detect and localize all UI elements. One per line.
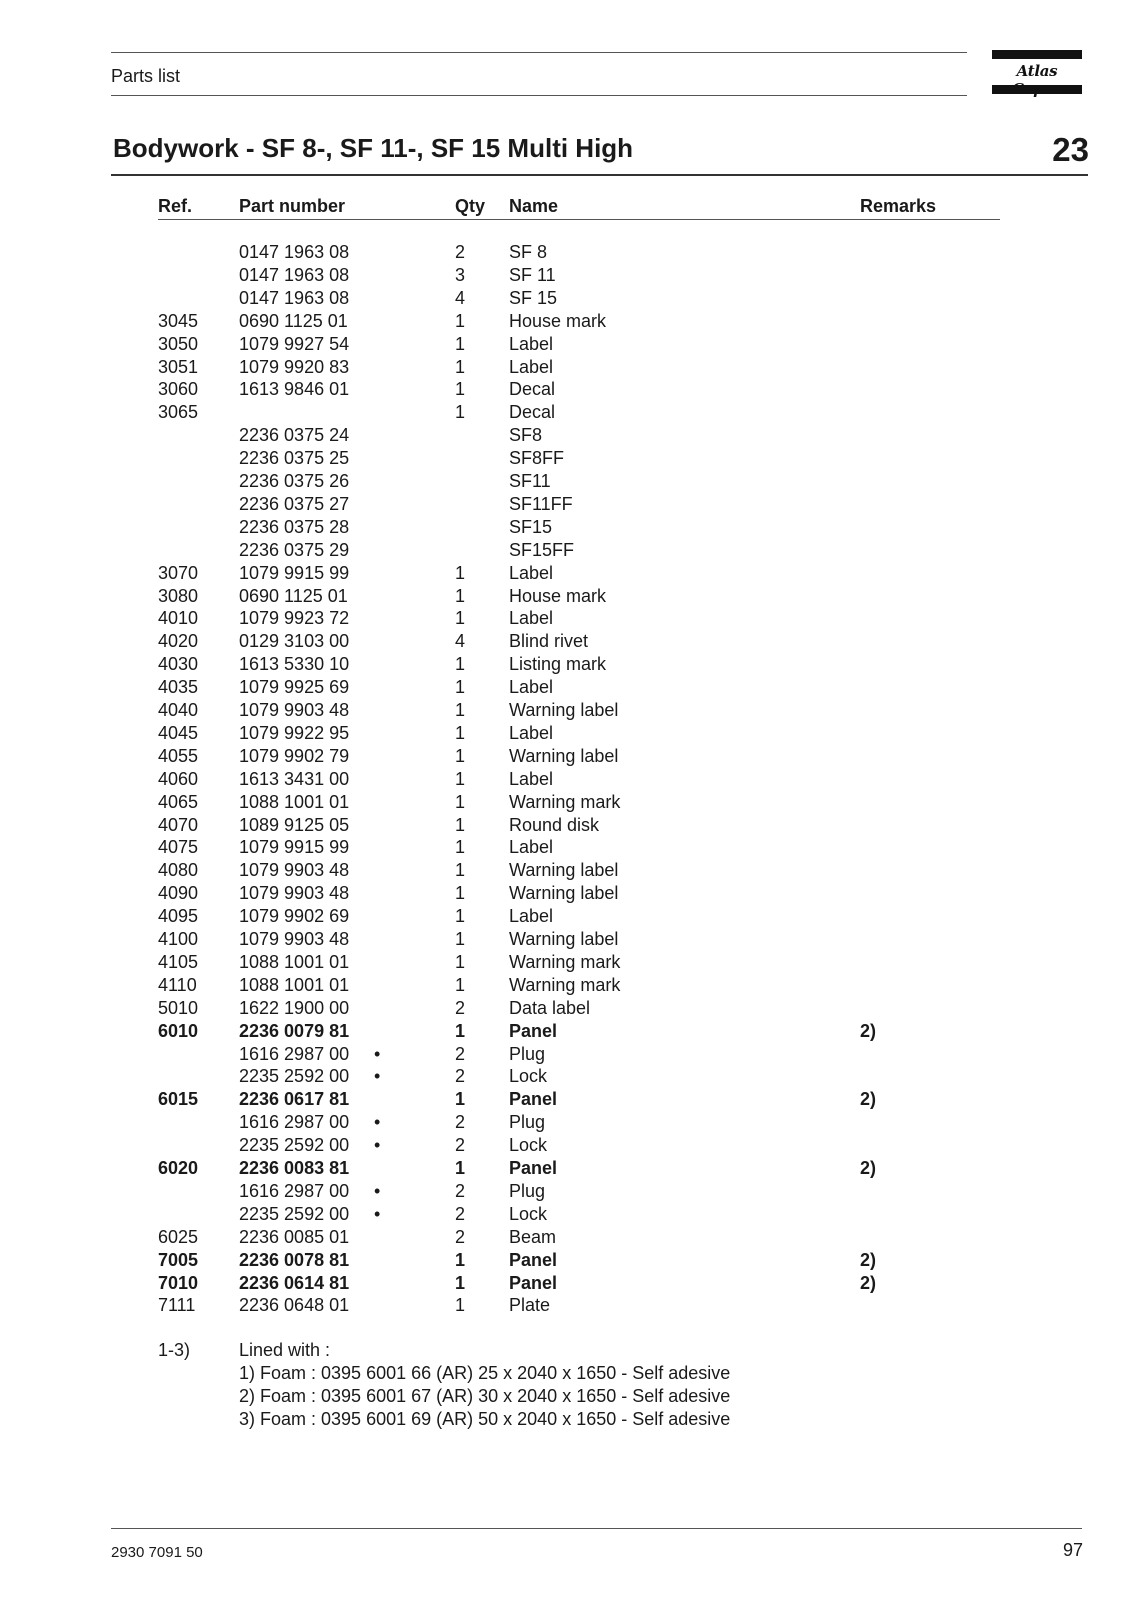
table-row (0, 1294, 1131, 1317)
row-part-number: 1079 9902 79 (239, 745, 350, 766)
row-name: Warning label (509, 929, 619, 949)
table-row (0, 951, 1131, 974)
row-part-number: 1088 1001 01 (239, 791, 350, 812)
row-qty: 1 (455, 608, 466, 629)
logo-wordmark: Atlas (1016, 62, 1058, 80)
row-name: SF8FF (509, 448, 565, 469)
row-ref: 7005 (158, 1249, 199, 1270)
row-part-number: 2236 0375 26 (239, 471, 350, 491)
table-row (0, 1134, 1131, 1157)
row-name: Warning mark (509, 951, 621, 972)
row-name: Panel (509, 1249, 558, 1270)
row-name: SF 8 (509, 242, 548, 262)
row-name: Label (509, 906, 554, 927)
row-name: Panel (509, 1272, 558, 1293)
row-ref: 3051 (158, 356, 199, 377)
table-row (0, 882, 1131, 905)
column-header-remarks: Remarks (860, 196, 937, 216)
row-name: Plug (509, 1112, 546, 1133)
table-row (0, 562, 1131, 585)
row-part-number: 1079 9903 48 (239, 883, 350, 904)
row-bullet: • (374, 1043, 381, 1064)
row-ref: 6010 (158, 1020, 199, 1041)
row-qty: 1 (455, 1272, 466, 1293)
row-part-number: 2236 0375 29 (239, 539, 350, 560)
row-part-number: 2235 2592 00 (239, 1135, 350, 1156)
table-row (0, 493, 1131, 516)
table-row (0, 1249, 1131, 1272)
row-name: Panel (509, 1089, 558, 1110)
row-qty: 1 (455, 562, 466, 583)
logo-top-bar (992, 50, 1082, 59)
table-row (0, 997, 1131, 1020)
row-name: Label (509, 722, 554, 743)
row-part-number: 1079 9920 83 (239, 356, 350, 377)
row-name: SF 11 (509, 264, 556, 285)
table-row (0, 859, 1131, 882)
row-ref: 4040 (158, 700, 199, 720)
row-part-number: 0147 1963 08 (239, 242, 350, 262)
header-top-rule (111, 52, 967, 53)
row-ref: 4030 (158, 654, 199, 675)
row-name: Lock (509, 1203, 548, 1224)
table-row (0, 905, 1131, 928)
table-row (0, 768, 1131, 791)
table-row (0, 1272, 1131, 1295)
row-part-number: 1079 9923 72 (239, 608, 350, 629)
header-bottom-rule (111, 95, 967, 96)
table-row (0, 333, 1131, 356)
row-qty: 1 (455, 654, 466, 675)
table-row (0, 264, 1131, 287)
table-row (0, 1065, 1131, 1088)
row-qty: 2 (455, 1180, 466, 1201)
row-name: Decal (509, 402, 556, 423)
row-name: Beam (509, 1226, 557, 1247)
table-row (0, 607, 1131, 630)
page-number: 97 (1062, 1540, 1083, 1560)
table-row (0, 1157, 1131, 1180)
row-remarks: 2) (860, 1089, 877, 1110)
row-name: Warning mark (509, 974, 621, 995)
row-ref: 6020 (158, 1158, 199, 1178)
logo-bottom-bar (992, 85, 1082, 94)
row-part-number: 2236 0648 01 (239, 1295, 350, 1316)
column-header-part-number: Part number (239, 196, 346, 216)
table-row (0, 1226, 1131, 1249)
table-row (0, 722, 1131, 745)
row-ref: 7010 (158, 1272, 199, 1293)
row-part-number: 1079 9922 95 (239, 722, 350, 743)
row-ref: 3060 (158, 379, 199, 400)
table-row (0, 424, 1131, 447)
row-qty: 1 (455, 974, 466, 995)
row-remarks: 2) (860, 1249, 877, 1270)
table-row (0, 791, 1131, 814)
table-row (0, 585, 1131, 608)
row-qty: 1 (455, 356, 466, 377)
row-part-number: 1079 9915 99 (239, 837, 350, 858)
row-qty: 1 (455, 310, 466, 331)
table-row (0, 1180, 1131, 1203)
table-row (0, 356, 1131, 379)
notes-line-3: 3) Foam : 0395 6001 69 (AR) 50 x 2040 x 1650 - Self adesive (239, 1409, 731, 1429)
table-row (0, 1020, 1131, 1043)
table-row (0, 814, 1131, 837)
row-qty: 1 (455, 791, 466, 812)
document-number: 2930 7091 50 (111, 1544, 203, 1561)
row-part-number: 2236 0375 24 (239, 425, 350, 446)
row-part-number: 1089 9125 05 (239, 814, 350, 835)
row-ref: 3070 (158, 562, 199, 583)
table-row (0, 401, 1131, 424)
row-ref: 4045 (158, 722, 199, 743)
row-bullet: • (374, 1066, 381, 1087)
row-qty: 1 (455, 1249, 466, 1270)
row-part-number: 2235 2592 00 (239, 1203, 350, 1224)
page-title: Bodywork - SF 8-, SF 11-, SF 15 Multi High (113, 133, 634, 163)
row-bullet: • (374, 1180, 381, 1201)
row-bullet: • (374, 1112, 381, 1133)
notes-ref: 1-3) (158, 1340, 191, 1360)
row-name: House mark (509, 310, 607, 331)
row-qty: 1 (455, 1089, 466, 1110)
table-row (0, 378, 1131, 401)
column-header-name: Name (509, 196, 559, 216)
table-row (0, 1111, 1131, 1134)
row-qty: 2 (455, 1112, 466, 1133)
table-row (0, 974, 1131, 997)
table-row (0, 287, 1131, 310)
row-part-number: 2236 0083 81 (239, 1158, 350, 1178)
row-name: Lock (509, 1135, 548, 1156)
row-name: Label (509, 608, 554, 629)
row-qty: 4 (455, 287, 466, 308)
row-ref: 3050 (158, 333, 199, 354)
row-ref: 4035 (158, 677, 199, 698)
row-part-number: 1079 9915 99 (239, 562, 350, 583)
row-qty: 1 (455, 906, 466, 927)
row-name: Warning label (509, 883, 619, 904)
row-part-number: 2236 0617 81 (239, 1089, 350, 1110)
row-part-number: 0147 1963 08 (239, 264, 350, 285)
row-qty: 2 (455, 1135, 466, 1156)
row-name: SF 15 (509, 287, 558, 308)
row-name: Plug (509, 1043, 546, 1064)
row-ref: 3065 (158, 402, 199, 423)
row-part-number: 1079 9903 48 (239, 860, 350, 881)
row-part-number: 1616 2987 00 (239, 1112, 350, 1133)
row-name: SF11 (509, 471, 551, 491)
row-name: Label (509, 562, 554, 583)
row-qty: 1 (455, 929, 466, 949)
row-ref: 4075 (158, 837, 199, 858)
row-bullet: • (374, 1203, 381, 1224)
row-part-number: 1616 2987 00 (239, 1043, 350, 1064)
table-header-rule (158, 219, 1000, 220)
row-part-number: 2236 0614 81 (239, 1272, 350, 1293)
row-qty: 1 (455, 333, 466, 354)
row-qty: 1 (455, 700, 466, 720)
table-row (0, 539, 1131, 562)
row-name: Label (509, 768, 554, 789)
row-part-number: 1079 9927 54 (239, 333, 350, 354)
row-name: Listing mark (509, 654, 607, 675)
row-name: Label (509, 677, 554, 698)
notes-line-1: 1) Foam : 0395 6001 66 (AR) 25 x 2040 x 1650 - Self adesive (239, 1363, 731, 1383)
row-part-number: 1613 5330 10 (239, 654, 350, 675)
table-row (0, 630, 1131, 653)
row-part-number: 2235 2592 00 (239, 1066, 350, 1087)
row-qty: 2 (455, 1043, 466, 1064)
row-ref: 4010 (158, 608, 199, 629)
row-ref: 4110 (158, 974, 197, 995)
row-qty: 1 (455, 1020, 466, 1041)
row-name: Panel (509, 1020, 558, 1041)
row-part-number: 0690 1125 01 (239, 310, 348, 331)
row-part-number: 1088 1001 01 (239, 974, 350, 995)
row-ref: 3045 (158, 310, 199, 331)
row-name: SF15FF (509, 539, 575, 560)
row-part-number: 1613 9846 01 (239, 379, 350, 400)
row-qty: 2 (455, 1066, 466, 1087)
footer-rule (111, 1528, 1082, 1529)
row-ref: 4080 (158, 860, 199, 881)
table-row (0, 516, 1131, 539)
row-name: House mark (509, 585, 607, 606)
row-part-number: 1622 1900 00 (239, 997, 350, 1018)
row-ref: 4070 (158, 814, 199, 835)
row-name: Decal (509, 379, 556, 400)
row-qty: 1 (455, 379, 466, 400)
table-row (0, 676, 1131, 699)
table-row (0, 310, 1131, 333)
row-name: SF11FF (509, 493, 573, 514)
row-part-number: 0129 3103 00 (239, 631, 350, 652)
header-section-label: Parts list (111, 66, 181, 86)
row-part-number: 2236 0085 01 (239, 1226, 350, 1247)
column-header-qty: Qty (455, 196, 486, 216)
row-bullet: • (374, 1135, 381, 1156)
row-name: Plug (509, 1180, 546, 1201)
table-row (0, 470, 1131, 493)
row-remarks: 2) (860, 1158, 877, 1178)
row-ref: 3080 (158, 585, 199, 606)
row-part-number: 0147 1963 08 (239, 287, 350, 308)
row-qty: 2 (455, 242, 466, 262)
table-row (0, 1043, 1131, 1066)
row-name: Blind rivet (509, 631, 589, 652)
row-ref: 4095 (158, 906, 199, 927)
row-qty: 1 (455, 585, 466, 606)
row-name: SF15 (509, 516, 553, 537)
row-name: Panel (509, 1158, 558, 1178)
table-row (0, 447, 1131, 470)
row-qty: 4 (455, 631, 466, 652)
atlas-copco-logo (992, 50, 1082, 94)
row-name: Warning mark (509, 791, 621, 812)
row-ref: 4020 (158, 631, 199, 652)
notes-line-0: Lined with : (239, 1340, 331, 1360)
row-ref: 4100 (158, 929, 199, 949)
row-qty: 1 (455, 814, 466, 835)
row-part-number: 2236 0375 28 (239, 516, 350, 537)
row-ref: 4060 (158, 768, 199, 789)
row-ref: 7111 (158, 1295, 196, 1316)
row-part-number: 1079 9902 69 (239, 906, 350, 927)
row-part-number: 2236 0375 27 (239, 493, 350, 514)
row-part-number: 1088 1001 01 (239, 951, 350, 972)
row-qty: 1 (455, 1295, 466, 1316)
row-remarks: 2) (860, 1020, 877, 1041)
row-name: Label (509, 837, 554, 858)
table-row (0, 745, 1131, 768)
table-row (0, 1203, 1131, 1226)
row-ref: 6025 (158, 1226, 199, 1247)
row-part-number: 0690 1125 01 (239, 585, 348, 606)
row-qty: 1 (455, 883, 466, 904)
row-name: Warning label (509, 860, 619, 881)
row-part-number: 1079 9925 69 (239, 677, 350, 698)
row-ref: 6015 (158, 1089, 199, 1110)
row-part-number: 1613 3431 00 (239, 768, 350, 789)
table-row (0, 699, 1131, 722)
row-remarks: 2) (860, 1272, 877, 1293)
row-name: Label (509, 333, 554, 354)
row-qty: 1 (455, 722, 466, 743)
column-header-ref: Ref. (158, 196, 193, 216)
table-row (0, 836, 1131, 859)
title-rule (111, 174, 1088, 176)
row-ref: 5010 (158, 997, 199, 1018)
table-row (0, 241, 1131, 264)
row-part-number: 2236 0078 81 (239, 1249, 350, 1270)
notes-line-2: 2) Foam : 0395 6001 67 (AR) 30 x 2040 x 1650 - Self adesive (239, 1386, 731, 1406)
table-row (0, 653, 1131, 676)
row-qty: 1 (455, 1158, 466, 1178)
row-ref: 4090 (158, 883, 199, 904)
row-qty: 2 (455, 1226, 466, 1247)
row-part-number: 1079 9903 48 (239, 929, 350, 949)
row-part-number: 1079 9903 48 (239, 700, 350, 720)
row-qty: 3 (455, 264, 466, 285)
row-qty: 1 (455, 768, 466, 789)
row-name: Warning label (509, 745, 619, 766)
row-qty: 1 (455, 745, 466, 766)
row-qty: 2 (455, 997, 466, 1018)
row-name: Data label (509, 997, 591, 1018)
row-name: Label (509, 356, 554, 377)
row-ref: 4065 (158, 791, 199, 812)
row-qty: 1 (455, 951, 466, 972)
row-qty: 1 (455, 860, 466, 881)
row-qty: 2 (455, 1203, 466, 1224)
row-name: Lock (509, 1066, 548, 1087)
row-name: SF8 (509, 425, 543, 446)
row-name: Warning label (509, 700, 619, 720)
row-name: Plate (509, 1295, 551, 1316)
table-row (0, 1088, 1131, 1111)
row-part-number: 2236 0079 81 (239, 1020, 350, 1041)
row-ref: 4105 (158, 951, 199, 972)
row-part-number: 1616 2987 00 (239, 1180, 350, 1201)
row-ref: 4055 (158, 745, 199, 766)
row-qty: 1 (455, 402, 466, 423)
row-part-number: 2236 0375 25 (239, 448, 350, 469)
row-name: Round disk (509, 814, 600, 835)
chapter-number: 23 (1052, 131, 1089, 168)
table-row (0, 928, 1131, 951)
row-qty: 1 (455, 677, 466, 698)
row-qty: 1 (455, 837, 466, 858)
